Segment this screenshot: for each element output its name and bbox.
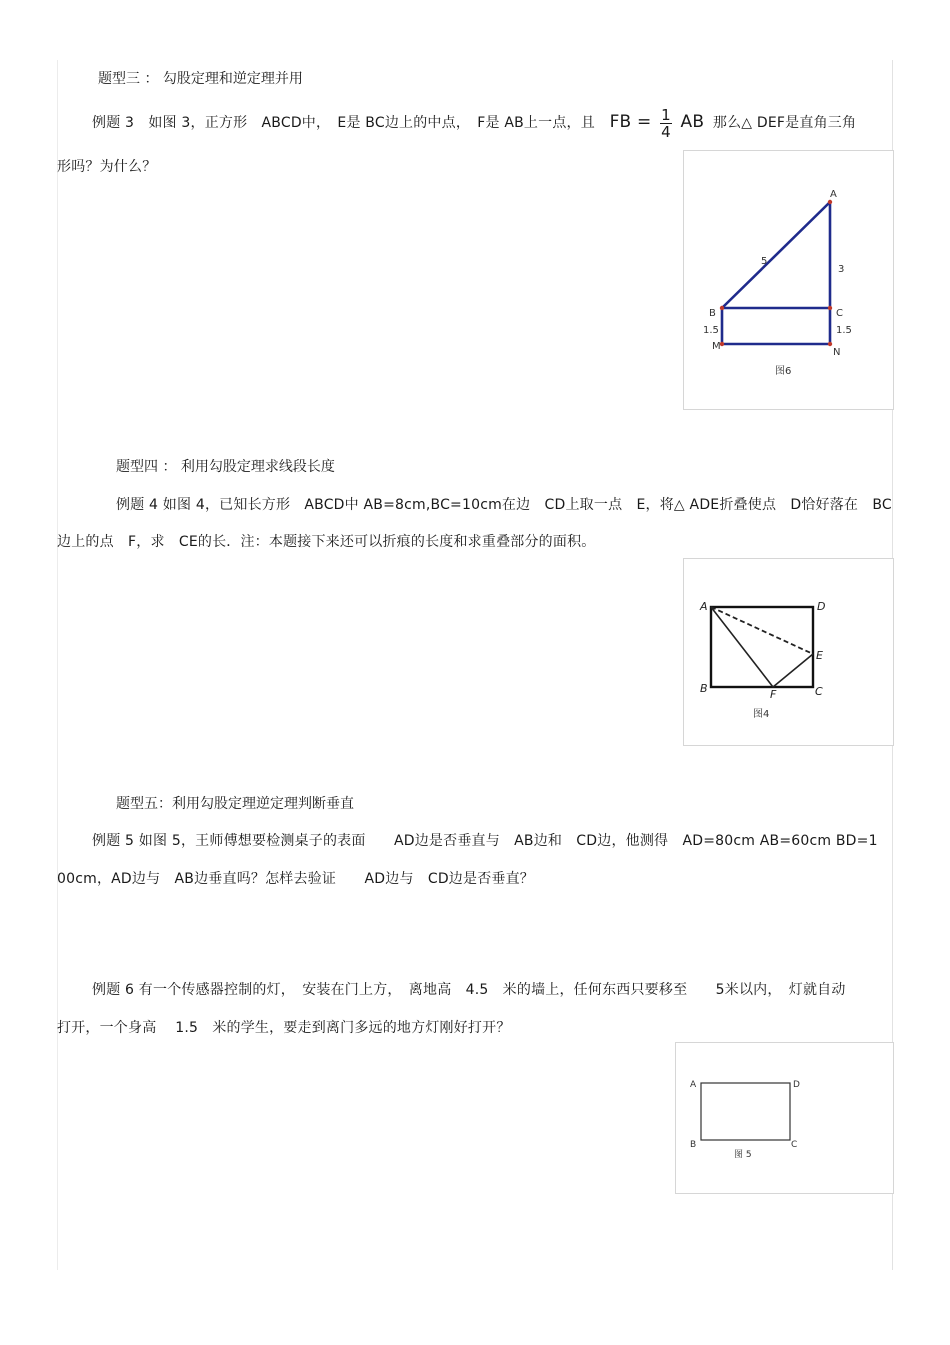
section-title-type3: 题型三 ： 勾股定理和逆定理并用 xyxy=(98,71,303,87)
fig6-label-a: A xyxy=(830,189,837,200)
fig6-segment-ab xyxy=(722,202,830,308)
fig5-caption: 图 5 xyxy=(734,1150,752,1160)
fig5-label-d: D xyxy=(793,1080,800,1090)
example5-line2: 00cm，AD边与 AB边垂直吗？怎样去验证 AD边与 CD边是否垂直？ xyxy=(57,871,534,887)
example4-line1: 例题 4 如图 4，已知长方形 ABCD中 AB=8cm,BC=10cm在边 CD上取一点 E，将△ ADE折叠使点 D恰好落在 BC xyxy=(116,497,892,513)
section-title-type5: 题型五：利用勾股定理逆定理判断垂直 xyxy=(116,796,354,812)
fig6-caption: 图6 xyxy=(775,366,792,377)
fig5-label-a: A xyxy=(690,1080,697,1090)
example3-line2: 形吗？为什么？ xyxy=(57,159,157,175)
fig5-label-c: C xyxy=(791,1140,798,1150)
figure4-box xyxy=(683,558,894,746)
fig6-side-ab-length: 5 xyxy=(761,256,768,267)
figure6-box xyxy=(683,150,894,410)
fig6-point-c xyxy=(828,306,832,310)
example4-line2: 边上的点 F，求 CE的长．注：本题接下来还可以折痕的长度和求重叠部分的面积。 xyxy=(57,534,596,550)
fig5-label-b: B xyxy=(690,1140,697,1150)
example3-frac-lhs: FB = xyxy=(609,112,652,132)
fig4-segment-fe xyxy=(773,654,813,687)
fig4-fold-line-ae xyxy=(711,607,813,654)
fig6-label-b: B xyxy=(709,308,716,319)
fig4-label-d: D xyxy=(817,600,826,613)
fig6-side-ac-length: 3 xyxy=(838,264,845,275)
section-title-type4: 题型四 ： 利用勾股定理求线段长度 xyxy=(116,459,335,475)
figure5-box xyxy=(675,1042,894,1194)
example3-frac-rhs: AB xyxy=(680,112,705,132)
example5-line1: 例题 5 如图 5，王师傅想要检测桌子的表面 AD边是否垂直与 AB边和 CD边，他测得 AD=80cm AB=60cm BD=1 xyxy=(92,833,878,849)
fig6-label-c: C xyxy=(836,308,843,319)
page-left-rule xyxy=(57,60,58,1270)
figure4-diagram xyxy=(684,559,893,745)
fig6-side-cn-length: 1.5 xyxy=(836,325,852,336)
fig4-label-a: A xyxy=(700,600,708,613)
fig4-segment-af xyxy=(711,607,773,687)
fig6-label-n: N xyxy=(833,347,841,358)
example6-line1: 例题 6 有一个传感器控制的灯， 安装在门上方， 离地高 4.5 米的墙上，任何东西只要移至 5米以内， 灯就自动 xyxy=(92,982,846,998)
example3-text-after: 那么△ DEF是直角三角 xyxy=(712,115,857,131)
fig4-caption: 图4 xyxy=(753,709,770,720)
example3-fraction xyxy=(660,107,672,140)
figure5-diagram xyxy=(676,1043,893,1193)
fig6-side-bm-length: 1.5 xyxy=(703,325,719,336)
fig6-point-b xyxy=(720,306,724,310)
fig6-point-n xyxy=(828,342,832,346)
example6-line2: 打开，一个身高 1.5 米的学生，要走到离门多远的地方灯刚好打开？ xyxy=(57,1020,511,1036)
fig5-rectangle-abcd xyxy=(701,1083,790,1140)
fig6-label-m: M xyxy=(712,341,721,352)
example3-frac-den: 4 xyxy=(661,122,671,141)
fig4-label-c: C xyxy=(815,685,823,698)
fig4-label-b: B xyxy=(700,682,708,695)
example3-text-before: 例题 3 如图 3，正方形 ABCD中， E是 BC边上的中点， F是 AB上一点，且 xyxy=(92,115,595,131)
fig4-rectangle-abcd xyxy=(711,607,813,687)
example3-frac-num: 1 xyxy=(661,105,671,124)
fig6-point-a xyxy=(828,200,832,204)
figure6-diagram xyxy=(684,151,893,409)
example3-line1 xyxy=(92,103,856,142)
fig4-label-e: E xyxy=(816,649,823,662)
fig4-label-f: F xyxy=(770,688,777,701)
